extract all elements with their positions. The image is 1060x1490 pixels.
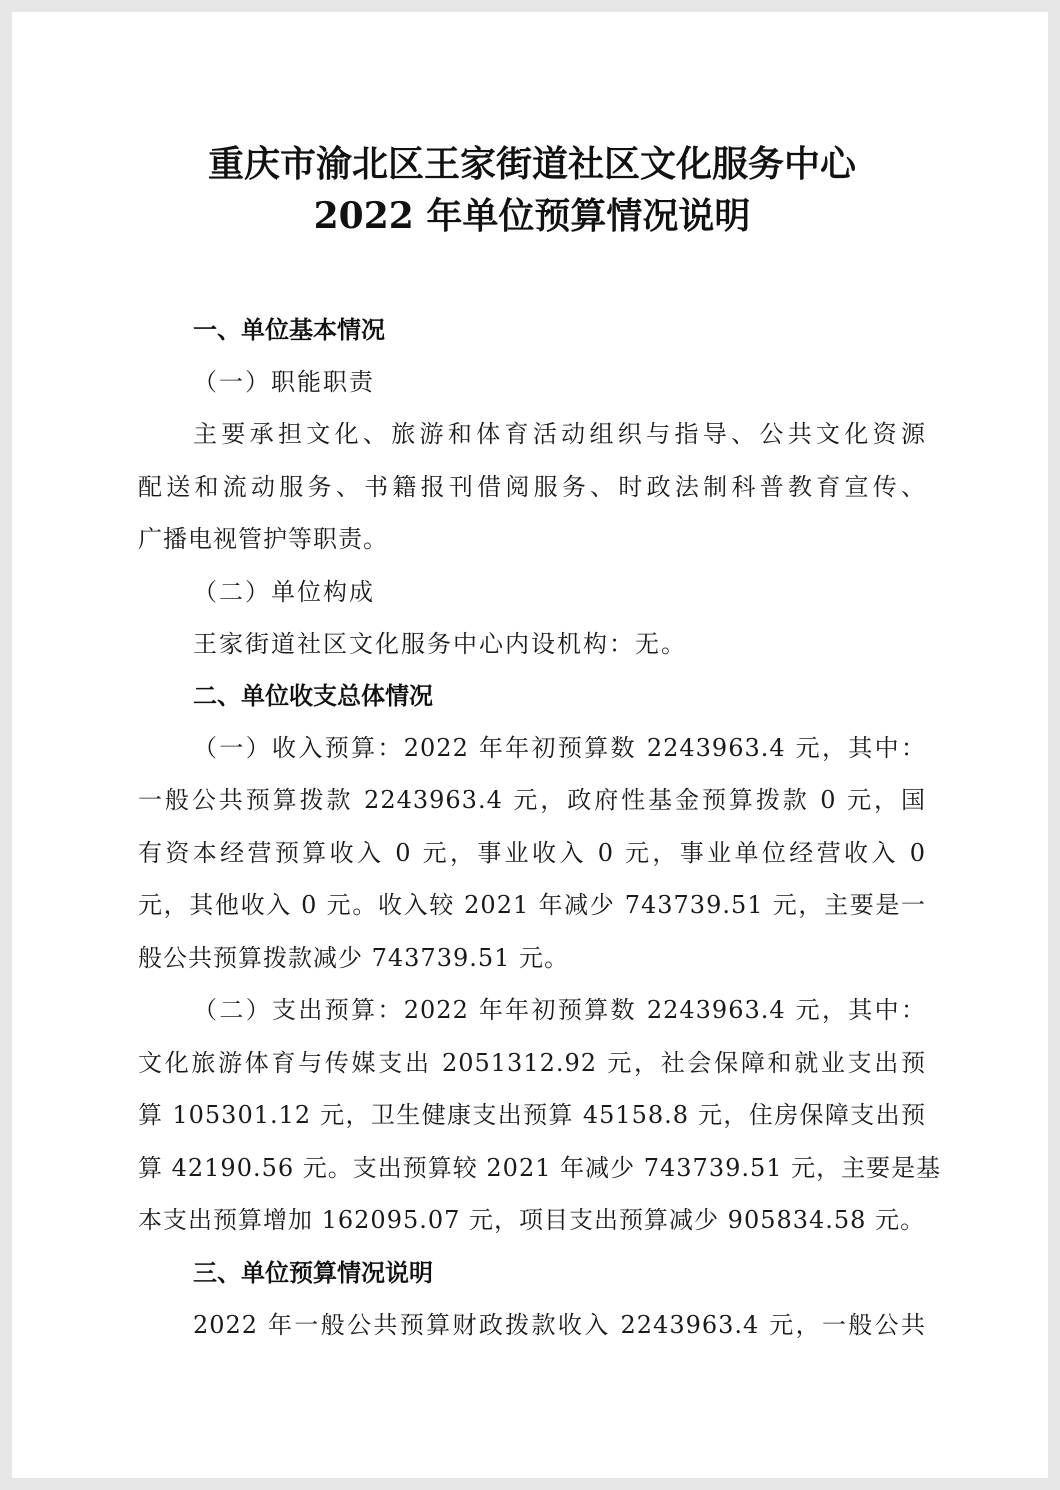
paragraph-line: 主要承担文化、旅游和体育活动组织与指导、公共文化资源 [193, 420, 926, 448]
section-1-heading: 一、单位基本情况 [193, 316, 385, 344]
title-line-2: 2022 年单位预算情况说明 [313, 195, 751, 237]
income-budget-paragraph [138, 722, 926, 985]
paragraph-line: 一般公共预算拨款 2243963.4 元，政府性基金预算拨款 0 元，国 [138, 786, 926, 814]
section-2-heading: 二、单位收支总体情况 [193, 681, 433, 710]
paragraph-line: 本支出预算增加 162095.07 元，项目支出预算减少 905834.58 元。 [138, 1206, 926, 1234]
section-1-composition-text: 王家街道社区文化服务中心内设机构：无。 [193, 629, 687, 658]
paragraph-line: 有资本经营预算收入 0 元，事业收入 0 元，事业单位经营收入 0 [138, 838, 926, 867]
paragraph-line: 算 42190.56 元。支出预算较 2021 年减少 743739.51 元，主要是基 [138, 1153, 942, 1182]
section-3-heading: 三、单位预算情况说明 [193, 1258, 433, 1287]
section-1-sub-1: （一）职能职责 [193, 368, 375, 396]
expense-budget-paragraph [138, 984, 942, 1247]
paragraph-line: 2022 年一般公共预算财政拨款收入 2243963.4 元，一般公共 [193, 1310, 926, 1339]
section-3-paragraph [138, 1299, 926, 1352]
paragraph-line: 般公共预算拨款减少 743739.51 元。 [138, 943, 570, 972]
title-line-1: 重庆市渝北区王家街道社区文化服务中心 [207, 143, 856, 185]
document-page [138, 138, 942, 1351]
paragraph-line: 文化旅游体育与传媒支出 2051312.92 元，社会保障和就业支出预 [138, 1048, 926, 1077]
paragraph-line: 算 105301.12 元，卫生健康支出预算 45158.8 元，住房保障支出预 [138, 1101, 926, 1129]
paragraph-line: （二）支出预算：2022 年年初预算数 2243963.4 元，其中： [193, 996, 926, 1024]
section-1-duties-paragraph [138, 408, 926, 566]
paragraph-line: （一）收入预算：2022 年年初预算数 2243963.4 元，其中： [193, 733, 926, 762]
title-spacing [138, 242, 926, 304]
section-1-sub-2: （二）单位构成 [193, 577, 375, 606]
paragraph-line: 广播电视管护等职责。 [138, 525, 388, 553]
paragraph-line: 元，其他收入 0 元。收入较 2021 年减少 743739.51 元，主要是一 [138, 891, 926, 919]
document-title [138, 138, 926, 242]
paragraph-line: 配送和流动服务、书籍报刊借阅服务、时政法制科普教育宣传、 [138, 472, 926, 501]
